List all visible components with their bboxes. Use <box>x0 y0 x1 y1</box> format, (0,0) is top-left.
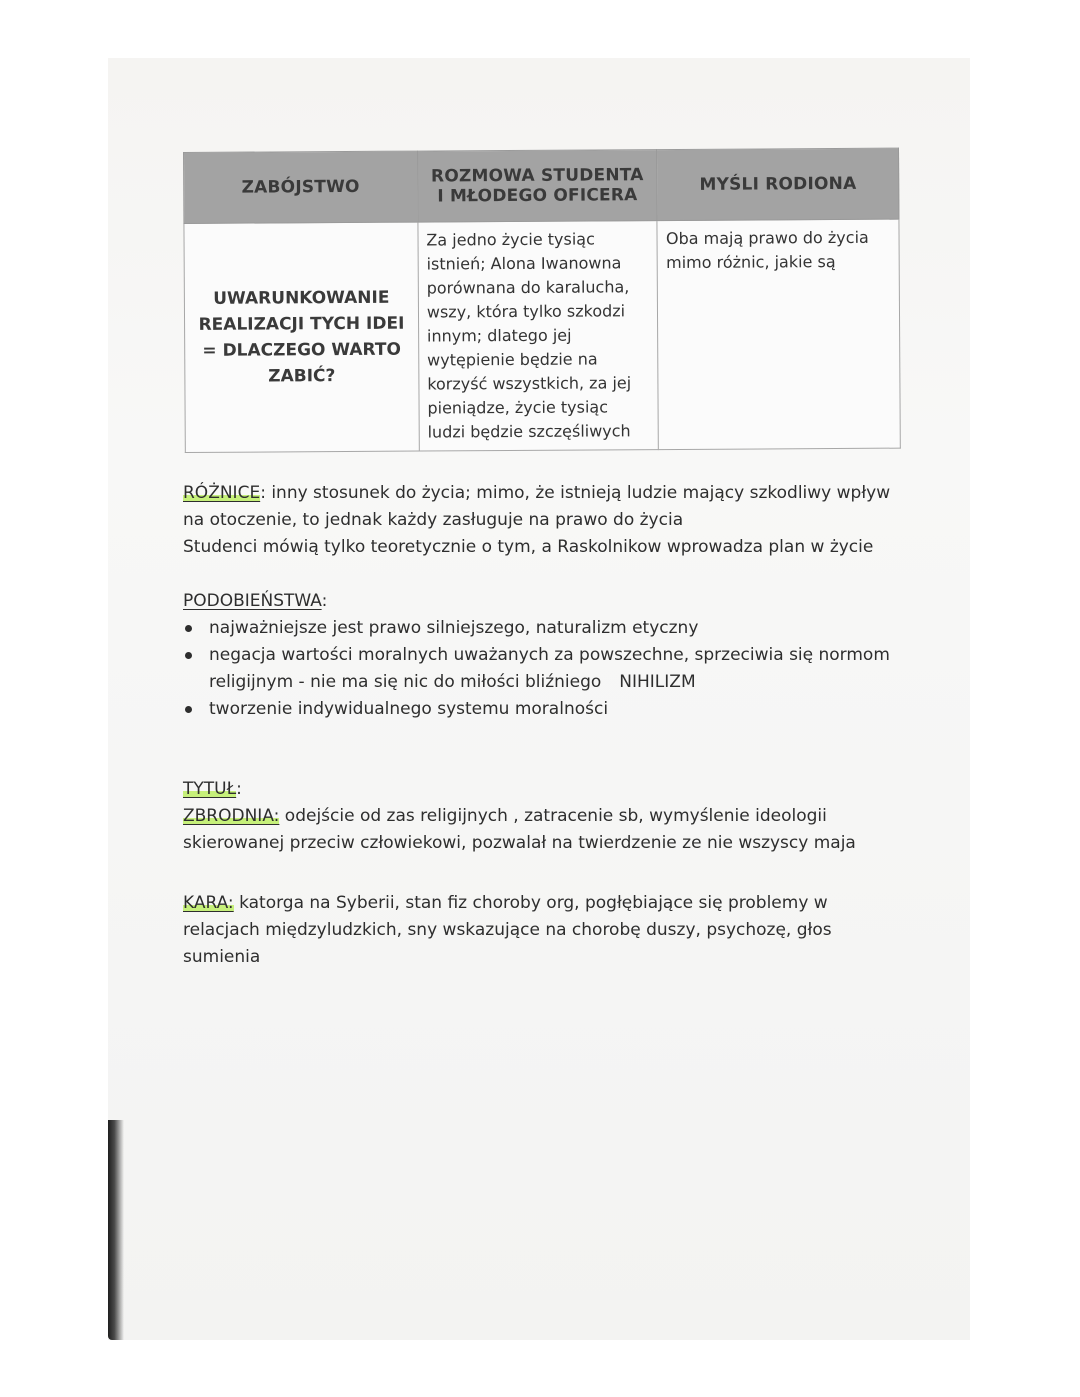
header-murder: ZABÓJSTWO <box>184 151 418 223</box>
differences-section <box>183 480 903 561</box>
differences-label: RÓŻNICE <box>183 483 261 503</box>
differences-text: : inny stosunek do życia; mimo, że istnieją ludzie mający szkodliwy wpływ na otoczenie, to jednak każdy zasługuje na prawo do życia <box>183 483 891 530</box>
nihilism-note: NIHILIZM <box>619 672 696 692</box>
crime-text: odejście od zas religijnych , zatracenie sb, wymyślenie ideologii skierowanej przeciw człowiekowi, pozwalał na twierdzenie ze nie wszyscy maja <box>183 806 856 853</box>
title-colon: : <box>236 779 242 799</box>
list-item-text: negacja wartości moralnych uważanych za powszechne, sprzeciwia się normom religijnym - nie ma się nic do miłości bliźniego <box>209 645 890 692</box>
row-label: UWARUNKOWANIE REALIZACJI TYCH IDEI = DLACZEGO WARTO ZABIĆ? <box>184 222 419 452</box>
crime-paragraph <box>183 803 903 857</box>
title-heading <box>183 776 903 803</box>
similarities-label: PODOBIEŃSTWA <box>183 591 322 611</box>
cell-thoughts: Oba mają prawo do życia mimo różnic, jakie są <box>657 219 900 449</box>
punishment-text: katorga na Syberii, stan fiz choroby org, pogłębiające się problemy w relacjach międzyludzkich, sny wskazujące na chorobę duszy, psychozę, głos sumienia <box>183 893 832 967</box>
differences-line-2: Studenci mówią tylko teoretycznie o tym, a Raskolnikow wprowadza plan w życie <box>183 537 874 557</box>
list-item <box>183 642 903 696</box>
similarities-colon: : <box>321 591 328 611</box>
comparison-table <box>183 148 901 453</box>
punishment-paragraph <box>183 890 903 971</box>
title-section <box>183 776 903 857</box>
punishment-label: KARA: <box>183 893 234 913</box>
crime-label: ZBRODNIA: <box>183 806 280 826</box>
cell-conversation: Za jedno życie tysiąc istnień; Alona Iwanowna porównana do karalucha, wszy, która tylko szkodzi innym; dlatego jej wytępienie będzie na korzyść wszystkich, za jej pieniądze, życie tysiąc ludzi będzie szczęśliwych <box>418 221 659 451</box>
differences-line-1 <box>183 480 903 534</box>
page-edge-shadow <box>108 1120 124 1340</box>
title-label: TYTUŁ <box>183 779 237 799</box>
list-item: najważniejsze jest prawo silniejszego, naturalizm etyczny <box>183 615 903 642</box>
table-row <box>184 219 900 452</box>
similarities-section <box>183 588 903 723</box>
table-header-row <box>184 148 899 223</box>
similarities-list <box>183 615 903 723</box>
list-item: tworzenie indywidualnego systemu moralności <box>183 696 903 723</box>
header-conversation: ROZMOWA STUDENTA I MŁODEGO OFICERA <box>417 150 657 222</box>
punishment-section <box>183 890 903 971</box>
similarities-heading <box>183 588 903 615</box>
header-rodion-thoughts: MYŚLI RODIONA <box>657 148 899 220</box>
